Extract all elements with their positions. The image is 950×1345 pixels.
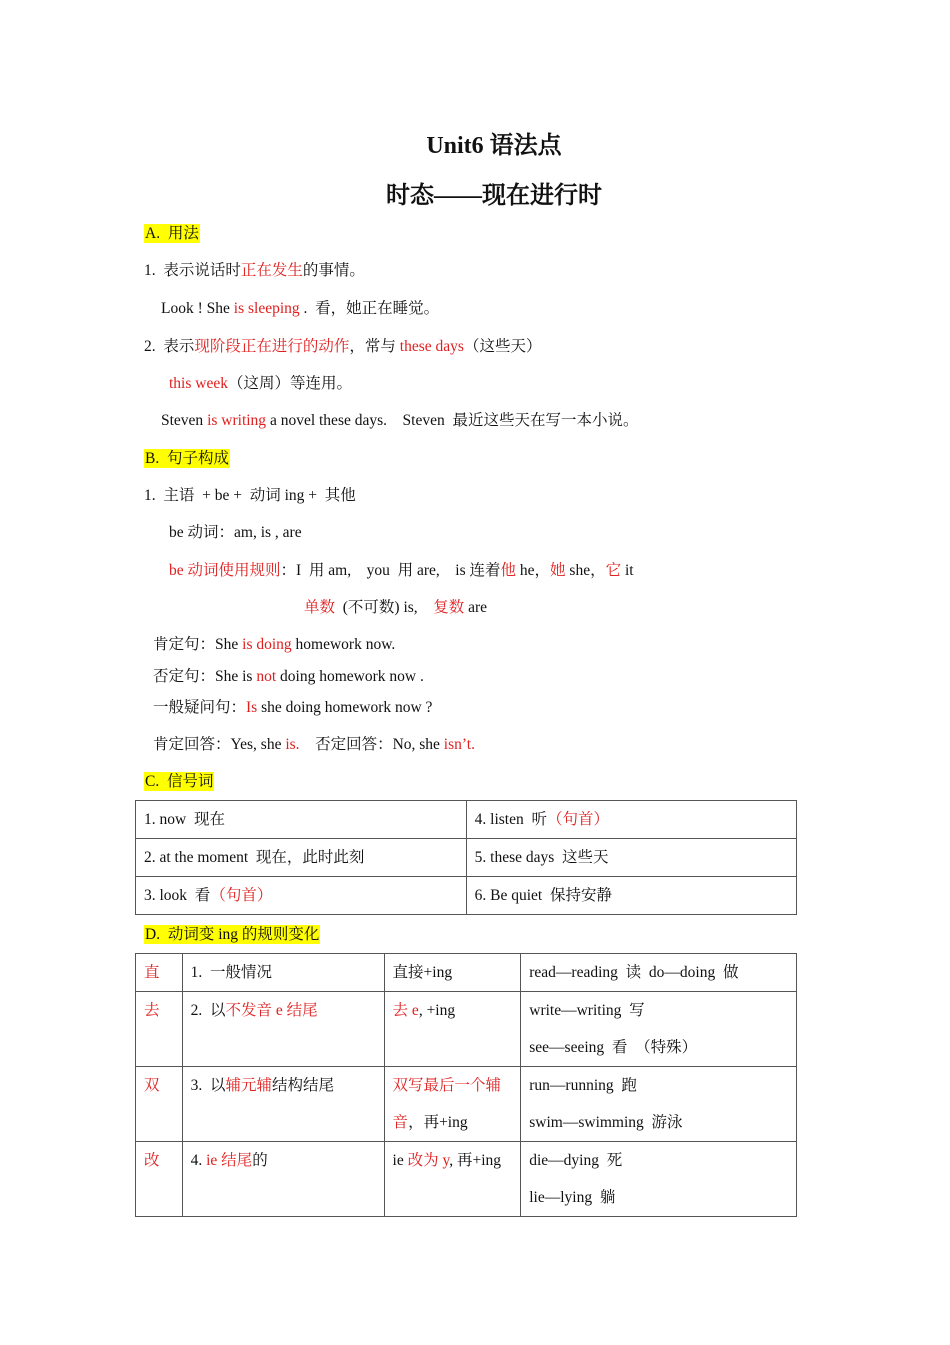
text-segment: 一般疑问句： xyxy=(153,699,247,716)
table-cell xyxy=(136,839,467,877)
cell-line xyxy=(144,954,174,991)
text-segment: D. 动词变 ing 的规则变化 xyxy=(145,926,320,943)
cell-line xyxy=(144,877,458,914)
text-segment: 2. at the moment 现在，此时此刻 xyxy=(144,849,365,866)
body-line xyxy=(153,735,475,755)
line-text xyxy=(161,300,439,317)
table-row xyxy=(136,877,797,915)
line-text xyxy=(144,772,214,791)
body-line xyxy=(144,337,541,357)
line-text xyxy=(144,925,320,944)
text-segment: 2. 表示 xyxy=(144,338,195,355)
text-segment: 的事情。 xyxy=(302,262,365,279)
text-segment: , +ing xyxy=(418,1002,456,1019)
cell-line xyxy=(393,1142,513,1179)
table-cell xyxy=(182,992,384,1067)
text-segment: （这些天） xyxy=(463,338,542,355)
highlighted-text: is sleeping xyxy=(233,300,300,317)
highlighted-text: 改 xyxy=(144,1152,160,1169)
table-cell xyxy=(136,877,467,915)
highlighted-text: 单数 xyxy=(304,599,336,616)
cell-line xyxy=(529,1104,788,1141)
highlighted-text: is writing xyxy=(207,412,267,429)
text-segment: 肯定回答：Yes, she xyxy=(153,736,286,753)
cell-line xyxy=(144,839,458,876)
table-cell xyxy=(182,954,384,992)
table-cell xyxy=(521,992,797,1067)
text-segment: run—running 跑 xyxy=(529,1077,637,1094)
text-segment: 1. 表示说话时 xyxy=(144,262,241,279)
text-segment: 的 xyxy=(252,1152,268,1169)
document-title: Unit6 语法点 xyxy=(426,133,562,159)
text-segment: 1. 一般情况 xyxy=(190,964,273,981)
text-segment: see—seeing 看 （特殊） xyxy=(529,1039,698,1056)
body-line xyxy=(144,261,365,281)
cell-line xyxy=(475,801,788,838)
highlighted-text: 去 e xyxy=(392,1002,419,1019)
table-cell xyxy=(384,992,521,1067)
text-segment: ie xyxy=(392,1152,408,1169)
text-segment: 4. xyxy=(190,1152,207,1169)
table-cell xyxy=(182,1142,384,1217)
highlighted-text: 正在发生 xyxy=(240,262,303,279)
highlighted-text: ie 结尾 xyxy=(206,1152,253,1169)
cell-line xyxy=(393,1104,513,1141)
highlighted-text: 双写最后一个辅 xyxy=(392,1077,502,1094)
highlighted-text: （句首） xyxy=(546,811,609,828)
text-segment: C. 信号词 xyxy=(145,773,214,790)
text-segment: he， xyxy=(516,562,551,579)
cell-line xyxy=(475,877,788,914)
cell-line xyxy=(529,1179,788,1216)
section-heading xyxy=(144,449,230,469)
line-text xyxy=(144,449,230,468)
text-segment: （这周）等连用。 xyxy=(227,375,352,392)
text-segment: , 再+ing xyxy=(449,1152,502,1169)
line-text xyxy=(153,699,432,716)
highlighted-text: 改为 y xyxy=(407,1152,450,1169)
text-segment: 1. 主语 + be + 动词 ing + 其他 xyxy=(144,487,356,504)
cell-line xyxy=(529,954,788,991)
text-segment: ，常与 xyxy=(349,338,400,355)
body-line xyxy=(169,374,352,394)
cell-line xyxy=(144,1142,174,1179)
text-segment: A. 用法 xyxy=(145,225,199,242)
line-text xyxy=(153,668,424,685)
body-line xyxy=(161,411,638,431)
section-heading xyxy=(144,925,320,945)
text-segment: 3. 以 xyxy=(190,1077,226,1094)
table-cell xyxy=(182,1067,384,1142)
table-row xyxy=(136,1067,797,1142)
text-segment: write—writing 写 xyxy=(529,1002,645,1019)
table-cell xyxy=(384,1142,521,1217)
text-segment: 2. 以 xyxy=(190,1002,226,1019)
table-cell xyxy=(384,1067,521,1142)
text-segment: 5. these days 这些天 xyxy=(474,849,609,866)
highlighted-text: 它 xyxy=(605,562,622,579)
cell-line xyxy=(529,1029,788,1066)
cell-line xyxy=(191,992,376,1029)
document-subtitle: 时态——现在进行时 xyxy=(386,183,602,209)
table-cell xyxy=(466,839,796,877)
table-cell xyxy=(466,801,796,839)
text-segment: 否定句：She is xyxy=(153,668,257,685)
table-cell xyxy=(521,954,797,992)
table-cell xyxy=(466,877,796,915)
cell-line xyxy=(393,954,513,991)
body-line xyxy=(144,486,356,506)
body-line xyxy=(169,561,634,581)
line-text xyxy=(169,562,634,579)
body-line xyxy=(153,698,432,718)
table-cell xyxy=(384,954,521,992)
highlighted-text: 不发音 e 结尾 xyxy=(225,1002,318,1019)
highlighted-text: this week xyxy=(169,375,228,392)
line-text xyxy=(153,636,395,653)
table-row xyxy=(136,954,797,992)
line-text xyxy=(169,524,302,541)
text-segment: be 动词：am, is , are xyxy=(169,524,302,541)
section-heading xyxy=(144,772,214,792)
highlighted-text: 去 xyxy=(144,1002,160,1019)
highlighted-text: not xyxy=(256,668,277,685)
table-row xyxy=(136,1142,797,1217)
text-segment: 结构结尾 xyxy=(272,1077,335,1094)
table-cell xyxy=(136,801,467,839)
table-cell xyxy=(521,1142,797,1217)
line-text xyxy=(144,338,541,355)
table-row xyxy=(136,839,797,877)
highlighted-text: 直 xyxy=(144,964,160,981)
table-cell xyxy=(521,1067,797,1142)
text-segment: swim—swimming 游泳 xyxy=(529,1114,683,1131)
text-segment: lie—lying 躺 xyxy=(529,1189,616,1206)
cell-line xyxy=(529,1067,788,1104)
highlighted-text: 辅元辅 xyxy=(225,1077,273,1094)
highlighted-text: 现阶段正在进行的动作 xyxy=(194,338,350,355)
text-segment: 1. now 现在 xyxy=(144,811,225,828)
highlighted-text: these days xyxy=(399,338,464,355)
ing-rules-table xyxy=(135,953,797,1217)
text-segment: 直接+ing xyxy=(392,964,453,981)
cell-line xyxy=(191,1142,376,1179)
text-segment: 4. listen 听 xyxy=(474,811,547,828)
table-cell xyxy=(136,992,183,1067)
line-text xyxy=(144,487,356,504)
text-segment: are xyxy=(464,599,487,616)
text-segment: homework now. xyxy=(291,636,396,653)
highlighted-text: 复数 xyxy=(433,599,465,616)
text-segment: ，再+ing xyxy=(408,1114,468,1131)
cell-line xyxy=(393,992,513,1029)
cell-line xyxy=(191,954,376,991)
line-text xyxy=(169,375,352,392)
text-segment: ：I 用 am, you 用 are, is 连着 xyxy=(280,562,501,579)
highlighted-text: （句首） xyxy=(210,887,273,904)
line-text xyxy=(144,224,200,243)
cell-line xyxy=(393,1067,513,1104)
line-text xyxy=(144,262,365,279)
text-segment: (不可数) is, xyxy=(335,599,434,616)
table-row xyxy=(136,801,797,839)
table-cell xyxy=(136,1142,183,1217)
body-line xyxy=(161,299,439,319)
cell-line xyxy=(144,992,174,1029)
highlighted-text: 他 xyxy=(500,562,517,579)
text-segment: read—reading 读 do—doing 做 xyxy=(529,964,739,981)
text-segment: . 看，她正在睡觉。 xyxy=(299,300,440,317)
highlighted-text: be 动词使用规则 xyxy=(169,562,281,579)
cell-line xyxy=(529,992,788,1029)
text-segment: B. 句子构成 xyxy=(145,450,229,467)
highlighted-text: isn’t. xyxy=(443,736,475,753)
text-segment: she， xyxy=(565,562,606,579)
highlighted-text: 双 xyxy=(144,1077,160,1094)
highlighted-text: is. xyxy=(285,736,300,753)
text-segment: 6. Be quiet 保持安静 xyxy=(474,887,612,904)
text-segment: she doing homework now ? xyxy=(257,699,433,716)
table-row xyxy=(136,992,797,1067)
table-cell xyxy=(136,1067,183,1142)
text-segment: Steven xyxy=(161,412,208,429)
signal-words-table xyxy=(135,800,797,915)
text-segment: 肯定句：She xyxy=(153,636,243,653)
highlighted-text: 她 xyxy=(550,562,566,579)
line-text xyxy=(161,412,638,429)
body-line xyxy=(153,635,395,655)
cell-line xyxy=(144,801,458,838)
body-line xyxy=(304,598,487,618)
body-line xyxy=(169,523,302,543)
highlighted-text: 音 xyxy=(392,1114,409,1131)
text-segment: die—dying 死 xyxy=(529,1152,623,1169)
text-segment: 3. look 看 xyxy=(144,887,211,904)
table-cell xyxy=(136,954,183,992)
text-segment: 否定回答：No, she xyxy=(299,736,444,753)
text-segment: it xyxy=(621,562,634,579)
cell-line xyxy=(475,839,788,876)
text-segment: doing homework now . xyxy=(276,668,424,685)
highlighted-text: Is xyxy=(246,699,258,716)
section-heading xyxy=(144,224,200,244)
cell-line xyxy=(191,1067,376,1104)
line-text xyxy=(304,599,487,616)
text-segment: a novel these days. Steven 最近这些天在写一本小说。 xyxy=(266,412,639,429)
cell-line xyxy=(529,1142,788,1179)
body-line xyxy=(153,667,424,687)
line-text xyxy=(153,736,475,753)
highlighted-text: is doing xyxy=(242,636,292,653)
cell-line xyxy=(144,1067,174,1104)
text-segment: Look ! She xyxy=(161,300,234,317)
